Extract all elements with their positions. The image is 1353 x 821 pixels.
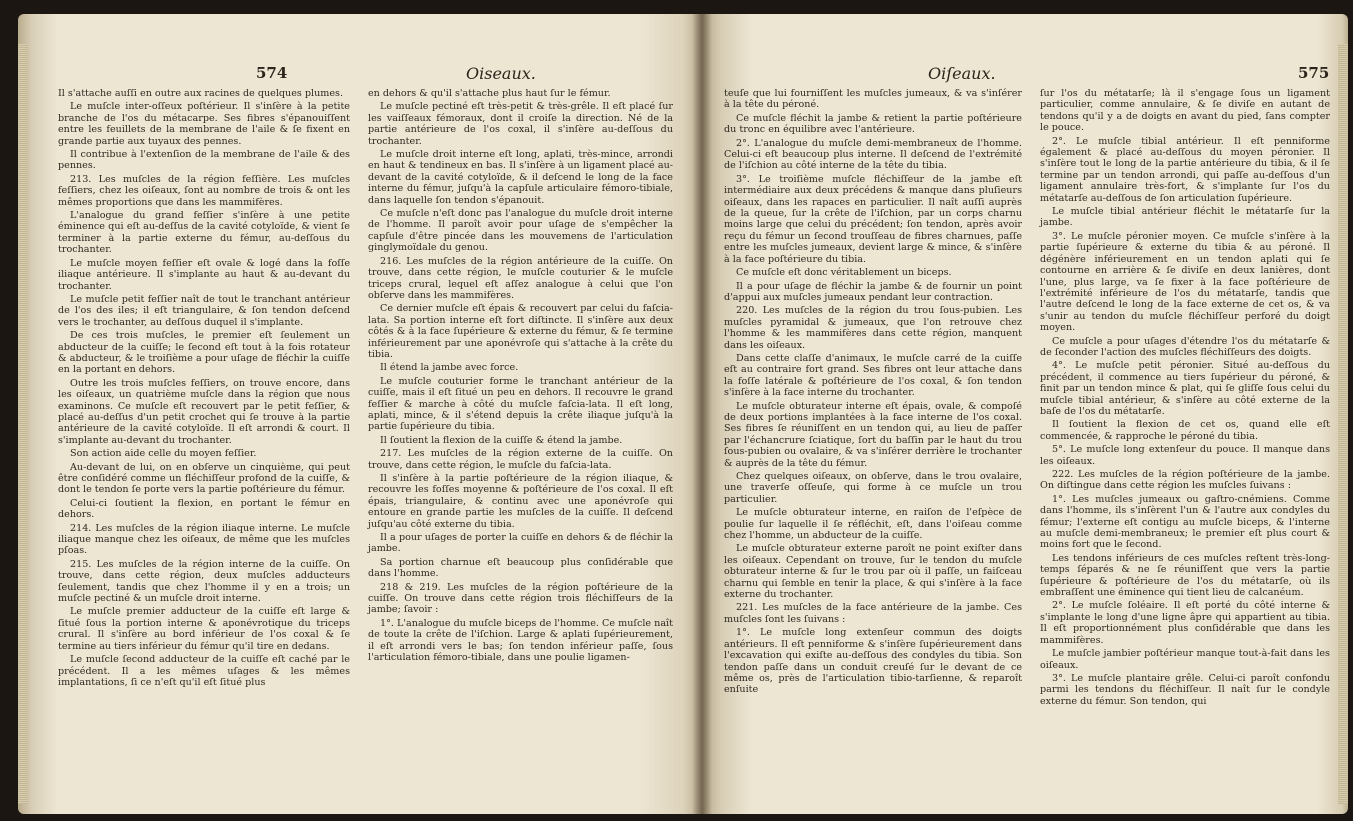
page-edges-right xyxy=(1338,44,1348,804)
paragraph: Le muſcle tibial antérieur fléchit le métatarſe ſur la jambe. xyxy=(1040,206,1330,229)
paragraph: 1°. Les muſcles jumeaux ou gaſtro-cnémiens. Comme dans l'homme, ils s'inſèrent l'un & l'autre aux condyles du fémur; l'externe eſt contigu au muſcle biceps, & l'interne au muſcle demi-membraneux; le premier eſt plus court & moins fort que le ſecond. xyxy=(1040,493,1330,551)
paragraph: Il s'attache auſſi en outre aux racines de quelques plumes. xyxy=(58,88,344,99)
paragraph: Sa portion charnue eſt beaucoup plus conſidérable que dans l'homme. xyxy=(368,556,673,580)
paragraph: Les tendons inférieurs de ces muſcles reſtent très-long-temps ſéparés & ne ſe réuniſſent que vers la partie ſupérieure & poſtérieure de l'os du métatarſe, où ils embraſſent une éminence qui tient lieu de calcanéum. xyxy=(1040,552,1330,599)
book-gutter xyxy=(692,14,712,814)
right-column-1 xyxy=(724,88,1022,698)
paragraph: Ce muſcle eſt donc véritablement un biceps. xyxy=(736,267,952,279)
paragraph: Ce muſcle fléchit la jambe & retient la partie poſtérieure du tronc en équilibre avec l'antérieure. xyxy=(724,112,1022,136)
paragraph: 1°. Le muſcle long extenſeur commun des doigts antérieurs. Il eſt penniforme & s'inſère ſupérieurement dans l'excavation qui exiſte au-deſſous des condyles du tibia. Son tendon paſſe dans un conduit creuſé ſur le devant de ce même os, près de l'articulation tibio-tarſienne, & reparoît enſuite xyxy=(724,627,1022,696)
paragraph: 218 & 219. Les muſcles de la région poſtérieure de la cuiſſe. On trouve dans cette région trois fléchiſſeurs de la jambe; ſavoir : xyxy=(368,581,673,616)
paragraph: Il a pour uſage de fléchir la jambe & de fournir un point d'appui aux muſcles jumeaux pendant leur contraction. xyxy=(724,280,1022,303)
paragraph: 2°. Le muſcle ſoléaire. Il eſt porté du côté interne & s'implante le long d'une ligne âpre qui appartient au tibia. Il eſt proportionnément plus conſidérable que dans les mammifères. xyxy=(1040,600,1330,646)
paragraph: 2°. Le muſcle tibial antérieur. Il eſt penniforme également & placé au-deſſous du moyen péronier. Il s'inſère tout le long de la partie antérieure du tibia, & il ſe termine par un tendon arrondi, qui paſſe au-deſſous d'un ligament annulaire très-fort, & s'implante ſur l'os du métatarſe au-deſſous de ſon articulation ſupérieure. xyxy=(1040,135,1330,204)
paragraph: ſur l'os du métatarſe; là il s'engage ſous un ligament particulier, comme annulaire, & ſe diviſe en autant de tendons qu'il y a de doigts en avant du pied, ſans compter le pouce. xyxy=(1040,88,1330,134)
paragraph: Le muſcle obturateur interne, en raiſon de l'eſpèce de poulie ſur laquelle il ſe réfléchit, eſt, dans l'oiſeau comme chez l'homme, un abducteur de la cuiſſe. xyxy=(724,507,1022,542)
paragraph: Son action aide celle du moyen feſſier. xyxy=(70,448,257,460)
paragraph: Le muſcle ſecond adducteur de la cuiſſe eſt caché par le précédent. Il a les mêmes uſages & les mêmes implantations, ſi ce n'eſt qu'il eſt ſitué plus xyxy=(58,654,350,688)
page-edges-left xyxy=(18,44,28,804)
paragraph: 2°. L'analogue du muſcle demi-membraneux de l'homme. Celui-ci eſt beaucoup plus interne. Il deſcend de l'extrémité de l'iſchion au côté interne de la tête du tibia. xyxy=(724,137,1022,172)
paragraph: Le muſcle couturier forme le tranchant antérieur de la cuiſſe, mais il eſt ſitué un peu en dehors. Il recouvre le grand feſſier & marche à côté du muſcle faſcia-lata. Il eſt long, aplati, mince, & il s'étend depuis la crête iliaque juſqu'à la partie ſupérieure du tibia. xyxy=(368,375,673,433)
paragraph: 215. Les muſcles de la région interne de la cuiſſe. On trouve, dans cette région, deux muſcles adducteurs ſeulement, tandis que chez l'homme il y en a trois; un muſcle pectiné & un muſcle droit interne. xyxy=(58,558,350,605)
paragraph: Outre les trois muſcles feſſiers, on trouve encore, dans les oiſeaux, un quatrième muſcle dans la région que nous examinons. Ce muſcle eſt recouvert par le petit feſſier, & placé au-deſſus d'un petit crochet qui ſe trouve à la partie antérieure de la cavité cotyloïde. Il eſt arrondi & court. Il s'implante au-devant du trochanter. xyxy=(58,377,350,446)
paragraph: Il a pour uſages de porter la cuiſſe en dehors & de fléchir la jambe. xyxy=(368,532,673,555)
left-running-title: Oiseaux. xyxy=(466,64,536,83)
right-running-title: Oiſeaux. xyxy=(928,64,996,83)
right-column-2 xyxy=(1040,88,1330,709)
paragraph: 3°. Le muſcle péronier moyen. Ce muſcle s'inſère à la partie ſupérieure & externe du tibia & au péroné. Il dégénère inférieurement en un tendon aplati qui ſe contourne en arrière & ſe diviſe en deux lanières, dont l'une, plus large, va ſe fixer à la face poſtérieure de l'extrémité inférieure de l'os du métatarſe, tandis que l'autre deſcend le long de la face externe de cet os, & va s'unir au tendon du muſcle fléchiſſeur perforé du doigt moyen. xyxy=(1040,230,1330,334)
paragraph: Il s'inſère à la partie poſtérieure de la région iliaque, & recouvre les foſſes moyenne & poſtérieure de l'os coxal. Il eſt épais, triangulaire, & continu avec une aponévroſe qui entoure en grande partie les muſcles de la cuiſſe. Il deſcend juſqu'au côté externe du tibia. xyxy=(368,473,673,530)
paragraph: 3°. Le troiſième muſcle fléchiſſeur de la jambe eſt intermédiaire aux deux précédens & manque dans pluſieurs oiſeaux, dans les rapaces en particulier. Il naît auſſi auprès de la queue, ſur la crête de l'iſchion, par un corps charnu moins large que celui du précédent; ſon tendon, après avoir reçu du fémur un ſecond trouſſeau de fibres charnues, paſſe entre les muſcles jumeaux, devient large & mince, & s'inſère à la face poſtérieure du tibia. xyxy=(724,173,1022,265)
paragraph: Le muſcle moyen feſſier eſt ovale & logé dans la foſſe iliaque antérieure. Il s'implante au haut & au-devant du trochanter. xyxy=(58,257,350,292)
paragraph: Dans cette claſſe d'animaux, le muſcle carré de la cuiſſe eſt au contraire fort grand. Ses fibres ont leur attache dans la foſſe latérale & poſtérieure de l'os coxal, & ſon tendon s'inſère à la face interne du trochanter. xyxy=(724,352,1022,399)
right-page-number: 575 xyxy=(1298,64,1330,82)
right-page xyxy=(702,14,1348,814)
left-page xyxy=(18,14,702,814)
paragraph: 217. Les muſcles de la région externe de la cuiſſe. On trouve, dans cette région, le muſcle du faſcia-lata. xyxy=(368,448,673,471)
paragraph: 213. Les muſcles de la région feſſière. Les muſcles feſſiers, chez les oiſeaux, ſont au nombre de trois & ont les mêmes proportions que dans les mammifères. xyxy=(58,173,350,208)
paragraph: Le muſcle pectiné eſt très-petit & très-grêle. Il eſt placé ſur les vaiſſeaux fémoraux, dont il croiſe la direction. Né de la partie antérieure de l'os coxal, il s'inſère au-deſſous du trochanter. xyxy=(368,101,673,147)
paragraph: Chez quelques oiſeaux, on obſerve, dans le trou ovalaire, une traverſe oſſeuſe, qui forme à ce muſcle un trou particulier. xyxy=(724,471,1022,505)
paragraph: 4°. Le muſcle petit péronier. Situé au-deſſous du précédent, il commence au tiers ſupérieur du péroné, & finit par un tendon mince & plat, qui ſe gliſſe ſous celui du muſcle tibial antérieur, & s'inſère au côté externe de la baſe de l'os du métatarſe. xyxy=(1040,360,1330,417)
paragraph: teuſe que lui fourniſſent les muſcles jumeaux, & va s'inſérer à la tête du péroné. xyxy=(724,88,1022,111)
open-book xyxy=(18,14,1348,814)
paragraph: Le muſcle premier adducteur de la cuiſſe eſt large & ſitué ſous la portion interne & aponévrotique du triceps crural. Il s'inſère au bord inférieur de l'os coxal & ſe termine au tiers inférieur du fémur qu'il tire en dedans. xyxy=(58,606,350,652)
paragraph: Au-devant de lui, on en obſerve un cinquième, qui peut être conſidéré comme un fléchiſſeur profond de la cuiſſe, & dont le tendon ſe porte vers la partie poſtérieure du fémur. xyxy=(58,461,350,496)
paragraph: 216. Les muſcles de la région antérieure de la cuiſſe. On trouve, dans cette région, le muſcle couturier & le muſcle triceps crural, lequel eſt aſſez analogue à celui que l'on obſerve dans les mammifères. xyxy=(368,255,673,301)
left-column-2 xyxy=(368,88,673,666)
paragraph: L'analogue du grand feſſier s'inſère à une petite éminence qui eſt au-deſſus de la cavité cotyloïde, & vient ſe terminer à la partie externe du fémur, au-deſſous du trochanter. xyxy=(58,210,350,256)
paragraph: Ce muſcle n'eſt donc pas l'analogue du muſcle droit interne de l'homme. Il paroît avoir pour uſage de s'empêcher la capſule d'être pincée dans les mouvemens de l'articulation ginglymoïdale du genou. xyxy=(368,208,673,254)
paragraph: Le muſcle droit interne eſt long, aplati, très-mince, arrondi en haut & tendineux en bas. Il s'inſère à un ligament placé au-devant de la cavité cotyloïde, & il deſcend le long de la face interne du fémur, juſqu'à la capſule articulaire fémoro-tibiale, dans laquelle ſon tendon s'épanouit. xyxy=(368,149,673,206)
paragraph: 3°. Le muſcle plantaire grêle. Celui-ci paroît confondu parmi les tendons du fléchiſſeur. Il naît ſur le condyle externe du fémur. Son tendon, qui xyxy=(1040,672,1330,707)
paragraph: Le muſcle obturateur externe paroît ne point exiſter dans les oiſeaux. Cependant on trouve, ſur le tendon du muſcle obturateur interne & ſur le trou par où il paſſe, un faiſceau charnu qui ſemble en tenir la place, & qui s'inſère à la face externe du trochanter. xyxy=(724,543,1022,601)
paragraph: Le muſcle petit feſſier naît de tout le tranchant antérieur de l'os des iles; il eſt triangulaire, & ſon tendon deſcend vers le trochanter, au deſſous duquel il s'implante. xyxy=(58,293,350,328)
paragraph: Il ſoutient la flexion de la cuiſſe & étend la jambe. xyxy=(380,434,623,446)
paragraph: Ce muſcle a pour uſages d'étendre l'os du métatarſe & de ſeconder l'action des muſcles fléchiſſeurs des doigts. xyxy=(1040,335,1330,358)
paragraph: 222. Les muſcles de la région poſtérieure de la jambe. On diſtingue dans cette région les muſcles ſuivans : xyxy=(1040,469,1330,492)
paragraph: Il ſoutient la flexion de cet os, quand elle eſt commencée, & rapproche le péroné du tibia. xyxy=(1040,419,1330,442)
paragraph: Ce dernier muſcle eſt épais & recouvert par celui du faſcia-lata. Sa portion interne eſt fort diſtincte. Il s'inſère aux deux côtés & à la face ſupérieure & externe du fémur, & ſe termine inférieurement par une aponévroſe qui s'attache à la crête du tibia. xyxy=(368,303,673,360)
paragraph: Il contribue à l'extenſion de la membrane de l'aile & des pennes. xyxy=(58,149,350,172)
left-page-number: 574 xyxy=(256,64,288,82)
paragraph: Le muſcle obturateur interne eſt épais, ovale, & compoſé de deux portions implantées à la face interne de l'os coxal. Ses fibres ſe réuniſſent en un tendon qui, au lieu de paſſer par l'échancrure ſciatique, ſort du baſſin par le haut du trou ſous-pubien ou ovalaire, & va s'inſérer derrière le trochanter & auprès de la tête du fémur. xyxy=(724,400,1022,469)
paragraph: 1°. L'analogue du muſcle biceps de l'homme. Ce muſcle naît de toute la crête de l'iſchion. Large & aplati ſupérieurement, il eſt arrondi vers le bas; ſon tendon inférieur paſſe, ſous l'articulation fémoro-tibiale, dans une poulie ligamen- xyxy=(368,617,673,664)
paragraph: Le muſcle inter-oſſeux poſtérieur. Il s'inſère à la petite branche de l'os du métacarpe. Ses fibres s'épanouiſſent entre les feuillets de la membrane de l'aile & ſe fixent en grande partie aux tuyaux des pennes. xyxy=(58,101,350,147)
paragraph: Le muſcle jambier poſtérieur manque tout-à-fait dans les oiſeaux. xyxy=(1040,648,1330,671)
paragraph: en dehors & qu'il s'attache plus haut ſur le fémur. xyxy=(368,88,611,99)
paragraph: 214. Les muſcles de la région iliaque interne. Le muſcle iliaque manque chez les oiſeaux, de même que les muſcles pſoas. xyxy=(58,522,350,557)
paragraph: Celui-ci ſoutient la flexion, en portant le fémur en dehors. xyxy=(58,497,350,521)
paragraph: 5°. Le muſcle long extenſeur du pouce. Il manque dans les oiſeaux. xyxy=(1040,444,1330,467)
left-column-1 xyxy=(58,88,350,690)
paragraph: 221. Les muſcles de la face antérieure de la jambe. Ces muſcles ſont les ſuivans : xyxy=(724,602,1022,625)
paragraph: De ces trois muſcles, le premier eſt ſeulement un abducteur de la cuiſſe; le ſecond eſt tout à la fois rotateur & abducteur, & le troiſième a pour uſage de fléchir la cuiſſe en la portant en dehors. xyxy=(58,330,350,376)
paragraph: Il étend la jambe avec force. xyxy=(380,362,519,374)
paragraph: 220. Les muſcles de la région du trou ſous-pubien. Les muſcles pyramidal & jumeaux, que l'on retrouve chez l'homme & les mammifères dans cette région, manquent dans les oiſeaux. xyxy=(724,305,1022,351)
